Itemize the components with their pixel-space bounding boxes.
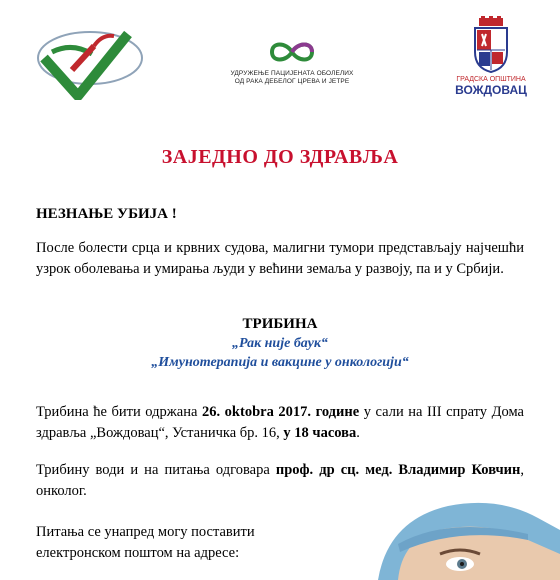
event-date: 26. oktobra 2017. године xyxy=(201,404,360,420)
event-text-b: у сали на III спрату Дома здравља „Вождовац“, Устаничка бр. 16, xyxy=(36,404,524,441)
event-paragraph xyxy=(36,402,524,444)
doctor-photo xyxy=(378,500,560,580)
municipality-label: ГРАДСКА ОПШТИНА xyxy=(456,76,526,83)
tribina-subtitle-1: „Рак није баук“ xyxy=(232,336,328,351)
moderator-name: проф. др сц. мед. Владимир Ковчин xyxy=(275,462,521,478)
logo-row xyxy=(0,0,560,110)
event-text-a: Трибина ће бити одржана xyxy=(36,404,202,420)
intro-paragraph: После болести срца и крвних судова, малигни тумори представљају најчешћи узрок оболевања и умирања људи у већини земаља у развоју, па и у Србији. xyxy=(36,240,524,277)
moderator-text-a: Трибину води и на питања одговара xyxy=(36,462,276,478)
event-text-c: . xyxy=(356,425,360,441)
tribina-heading: ТРИБИНА xyxy=(242,316,318,332)
moderator-text-b: , онколог. xyxy=(36,462,524,499)
coat-of-arms-icon xyxy=(471,16,511,74)
page-title: ЗАЈЕДНО ДО ЗДРАВЉА xyxy=(161,146,399,168)
moderator-paragraph xyxy=(36,460,524,502)
municipality-logo xyxy=(452,16,530,106)
tribina-subtitle-2: „Имунотерапија и вакцине у онкологији“ xyxy=(151,355,409,370)
municipality-name: ВОЖДОВАЦ xyxy=(455,83,527,97)
association-name-line1: УДРУЖЕЊЕ ПАЦИЈЕНАТА ОБОЛЕЛИХ xyxy=(230,70,354,77)
health-center-logo xyxy=(32,24,144,100)
questions-paragraph: Питања се унапред могу поставити електронском поштом на адресе: xyxy=(36,524,255,561)
event-time: у 18 часова xyxy=(283,425,357,441)
warning-heading: НЕЗНАЊЕ УБИЈА ! xyxy=(36,206,177,222)
association-name-line2: ОД РАКА ДЕБЕЛОГ ЦРЕВА И ЈЕТРЕ xyxy=(234,78,350,85)
patient-association-logo xyxy=(212,38,372,98)
